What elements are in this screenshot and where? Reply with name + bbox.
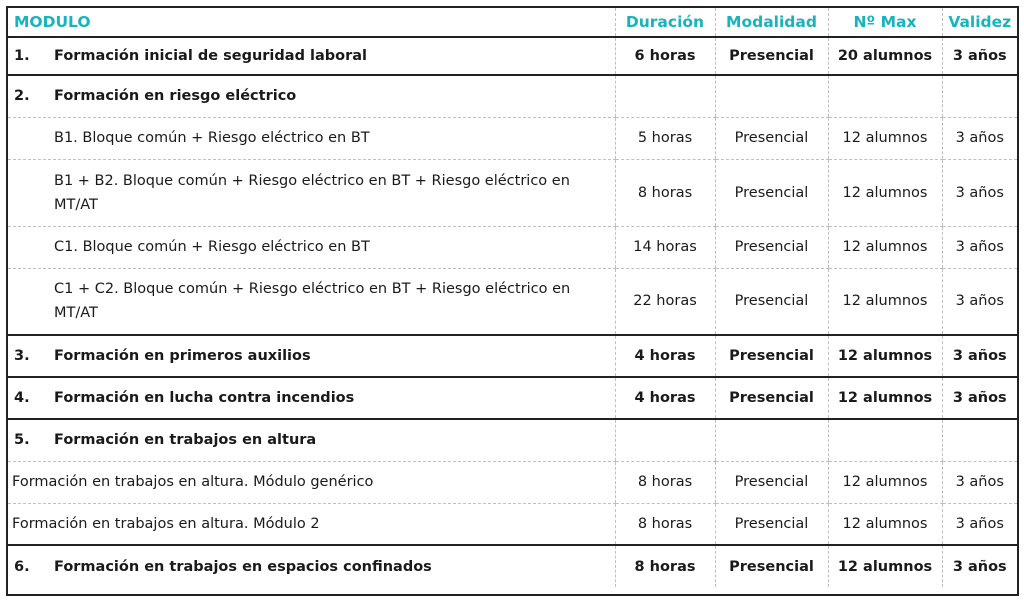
module-cell [8, 419, 615, 461]
duracion-cell: 8 horas [615, 545, 715, 587]
submodule-title: Formación en trabajos en altura. Módulo 2 [12, 515, 320, 532]
submodule-title: B1. Bloque común + Riesgo eléctrico en BT [54, 130, 370, 146]
modalidad-cell: Presencial [715, 268, 828, 335]
nmax-cell: 12 alumnos [828, 226, 942, 268]
module-cell [8, 159, 615, 226]
module-cell [8, 75, 615, 117]
modalidad-cell: Presencial [715, 37, 828, 75]
module-cell [8, 268, 615, 335]
modalidad-cell: Presencial [715, 503, 828, 545]
validez-cell: 3 años [942, 503, 1017, 545]
duracion-cell [615, 419, 715, 461]
nmax-cell: 12 alumnos [828, 503, 942, 545]
nmax-cell: 12 alumnos [828, 268, 942, 335]
module-title: Formación en lucha contra incendios [54, 390, 355, 406]
nmax-cell: 12 alumnos [828, 335, 942, 377]
submodule-title: B1 + B2. Bloque común + Riesgo eléctrico en BT + Riesgo eléctrico en MT/AT [54, 172, 570, 213]
table-row-module-2 [8, 75, 1017, 117]
module-title: Formación en primeros auxilios [54, 348, 311, 364]
module-cell [8, 226, 615, 268]
header-validez: Validez [942, 8, 1017, 37]
validez-cell [942, 75, 1017, 117]
module-cell [8, 461, 615, 503]
nmax-cell [828, 75, 942, 117]
module-cell [8, 335, 615, 377]
table-row-submodule [8, 268, 1017, 335]
validez-cell: 3 años [942, 545, 1017, 587]
modules-table [8, 8, 1017, 587]
validez-cell: 3 años [942, 117, 1017, 159]
module-title: Formación en riesgo eléctrico [54, 88, 297, 105]
duracion-cell: 5 horas [615, 117, 715, 159]
module-number: 3. [14, 348, 30, 364]
modalidad-cell: Presencial [715, 117, 828, 159]
nmax-cell [828, 419, 942, 461]
table-row-submodule [8, 226, 1017, 268]
module-title: Formación en trabajos en espacios confinados [54, 558, 432, 575]
modalidad-cell: Presencial [715, 226, 828, 268]
modalidad-cell: Presencial [715, 545, 828, 587]
duracion-cell: 4 horas [615, 377, 715, 419]
submodule-title: C1. Bloque común + Riesgo eléctrico en BT [54, 239, 370, 255]
module-number: 6. [14, 558, 30, 575]
validez-cell: 3 años [942, 461, 1017, 503]
nmax-cell: 20 alumnos [828, 37, 942, 75]
submodule-title: C1 + C2. Bloque común + Riesgo eléctrico en BT + Riesgo eléctrico en MT/AT [54, 281, 571, 322]
modalidad-cell [715, 419, 828, 461]
header-duracion: Duración [615, 8, 715, 37]
nmax-cell: 12 alumnos [828, 545, 942, 587]
module-number: 2. [14, 88, 30, 105]
table-header-row [8, 8, 1017, 37]
module-cell [8, 117, 615, 159]
table-row-module-6 [8, 545, 1017, 587]
module-number: 5. [14, 432, 30, 449]
duracion-cell: 6 horas [615, 37, 715, 75]
module-number: 4. [14, 390, 30, 406]
module-title: Formación inicial de seguridad laboral [54, 48, 367, 64]
nmax-cell: 12 alumnos [828, 117, 942, 159]
header-modulo: MODULO [8, 8, 615, 37]
header-nmax: Nº Max [828, 8, 942, 37]
nmax-cell: 12 alumnos [828, 377, 942, 419]
module-number: 1. [14, 48, 30, 64]
validez-cell: 3 años [942, 335, 1017, 377]
validez-cell: 3 años [942, 377, 1017, 419]
duracion-cell: 8 horas [615, 503, 715, 545]
header-modalidad: Modalidad [715, 8, 828, 37]
table-row-submodule [8, 503, 1017, 545]
training-modules-table [6, 6, 1019, 596]
modalidad-cell: Presencial [715, 335, 828, 377]
duracion-cell: 8 horas [615, 159, 715, 226]
validez-cell [942, 419, 1017, 461]
modalidad-cell [715, 75, 828, 117]
table-row-submodule [8, 117, 1017, 159]
validez-cell: 3 años [942, 226, 1017, 268]
modalidad-cell: Presencial [715, 461, 828, 503]
module-cell [8, 545, 615, 587]
duracion-cell: 14 horas [615, 226, 715, 268]
module-cell [8, 503, 615, 545]
table-row-submodule [8, 461, 1017, 503]
duracion-cell [615, 75, 715, 117]
modalidad-cell: Presencial [715, 377, 828, 419]
table-row-module-1 [8, 37, 1017, 75]
validez-cell: 3 años [942, 159, 1017, 226]
duracion-cell: 8 horas [615, 461, 715, 503]
modalidad-cell: Presencial [715, 159, 828, 226]
module-cell [8, 37, 615, 75]
module-cell [8, 377, 615, 419]
table-row-module-4 [8, 377, 1017, 419]
duracion-cell: 22 horas [615, 268, 715, 335]
module-title: Formación en trabajos en altura [54, 432, 317, 449]
submodule-title: Formación en trabajos en altura. Módulo genérico [12, 474, 374, 490]
table-row-module-5 [8, 419, 1017, 461]
table-row-submodule [8, 159, 1017, 226]
validez-cell: 3 años [942, 37, 1017, 75]
nmax-cell: 12 alumnos [828, 159, 942, 226]
duracion-cell: 4 horas [615, 335, 715, 377]
nmax-cell: 12 alumnos [828, 461, 942, 503]
validez-cell: 3 años [942, 268, 1017, 335]
table-row-module-3 [8, 335, 1017, 377]
